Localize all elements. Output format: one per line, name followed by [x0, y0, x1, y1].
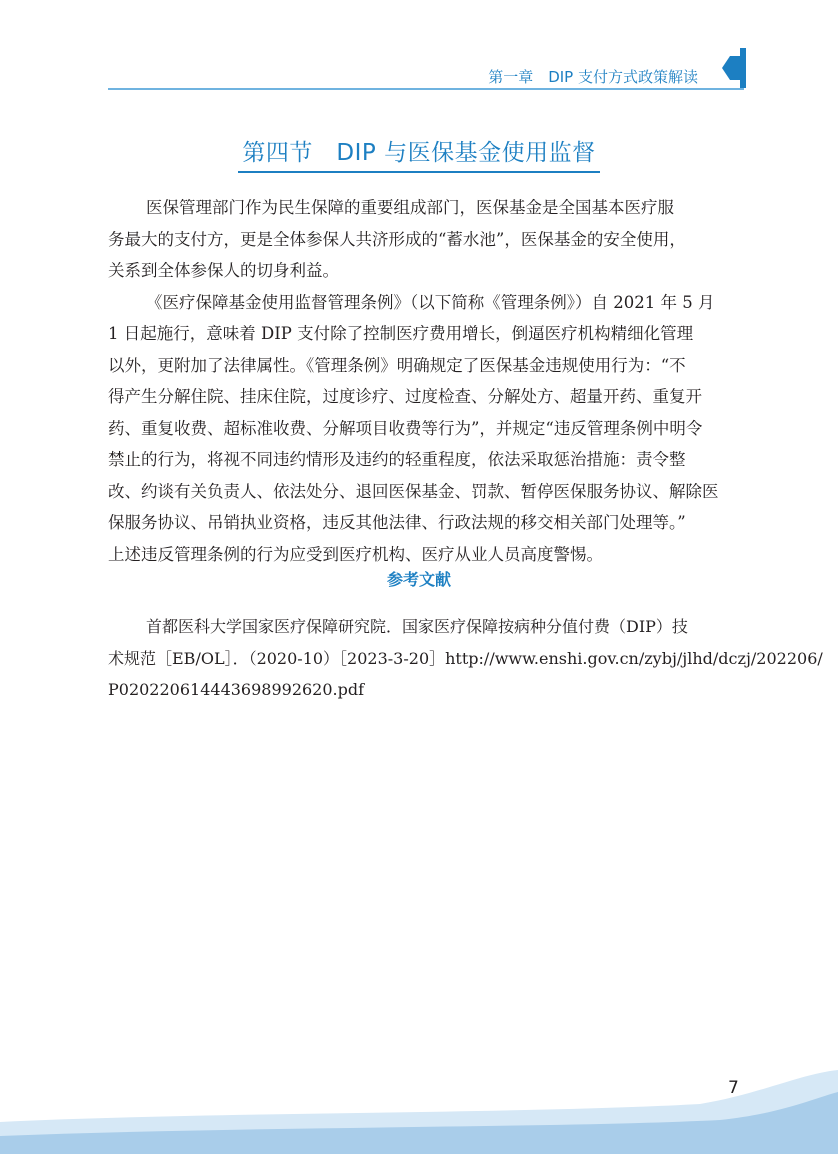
references-list [108, 612, 823, 707]
header-rule [108, 88, 744, 90]
text-line: 医保管理部门作为民生保障的重要组成部门，医保基金是全国基本医疗服 [146, 198, 674, 217]
text-line: 上述违反管理条例的行为应受到医疗机构、医疗从业人员高度警惕。 [108, 544, 603, 564]
section-title: 第四节 DIP 与医保基金使用监督 [0, 134, 838, 173]
text-line: 保服务协议、吊销执业资格，违反其他法律、行政法规的移交相关部门处理等。” [108, 513, 686, 532]
text-line: 关系到全体参保人的切身利益。 [108, 261, 339, 280]
reference-line: 术规范［EB/OL］．（2020-10）［2023-3-20］http://www.enshi.gov.cn/zybj/jlhd/dczj/202206/ [108, 648, 823, 668]
text-line: 1 日起施行，意味着 DIP 支付除了控制医疗费用增长，倒逼医疗机构精细化管理 [108, 324, 694, 343]
text-line: 改、约谈有关负责人、依法处分、退回医保基金、罚款、暂停医保服务协议、解除医 [108, 481, 719, 501]
text-line: 禁止的行为，将视不同违约情形及违约的轻重程度，依法采取惩治措施：责令整 [108, 450, 686, 469]
body-text [108, 192, 744, 570]
paragraph-1 [108, 192, 744, 287]
references-heading: 参考文献 [386, 570, 451, 589]
text-line: 务最大的支付方，更是全体参保人共济形成的“蓄水池”，医保基金的安全使用， [108, 229, 686, 249]
page-number: 7 [728, 1078, 739, 1098]
reference-line: 首都医科大学国家医疗保障研究院．国家医疗保障按病种分值付费（DIP）技 [146, 617, 688, 636]
header-tab-marker-icon [720, 48, 746, 88]
running-header: 第一章 DIP 支付方式政策解读 [488, 68, 698, 86]
text-line: 药、重复收费、超标准收费、分解项目收费等行为”，并规定“违反管理条例中明令 [108, 418, 703, 438]
paragraph-2 [108, 287, 744, 571]
text-line: 《医疗保障基金使用监督管理条例》（以下简称《管理条例》）自 2021 年 5 月 [146, 292, 715, 312]
text-line: 以外，更附加了法律属性。《管理条例》明确规定了医保基金违规使用行为：“不 [108, 355, 686, 375]
footer-wave-decoration [0, 1064, 838, 1154]
text-line: 得产生分解住院、挂床住院，过度诊疗、过度检查、分解处方、超量开药、重复开 [108, 387, 702, 406]
reference-line: P020220614443698992620.pdf [108, 680, 365, 699]
